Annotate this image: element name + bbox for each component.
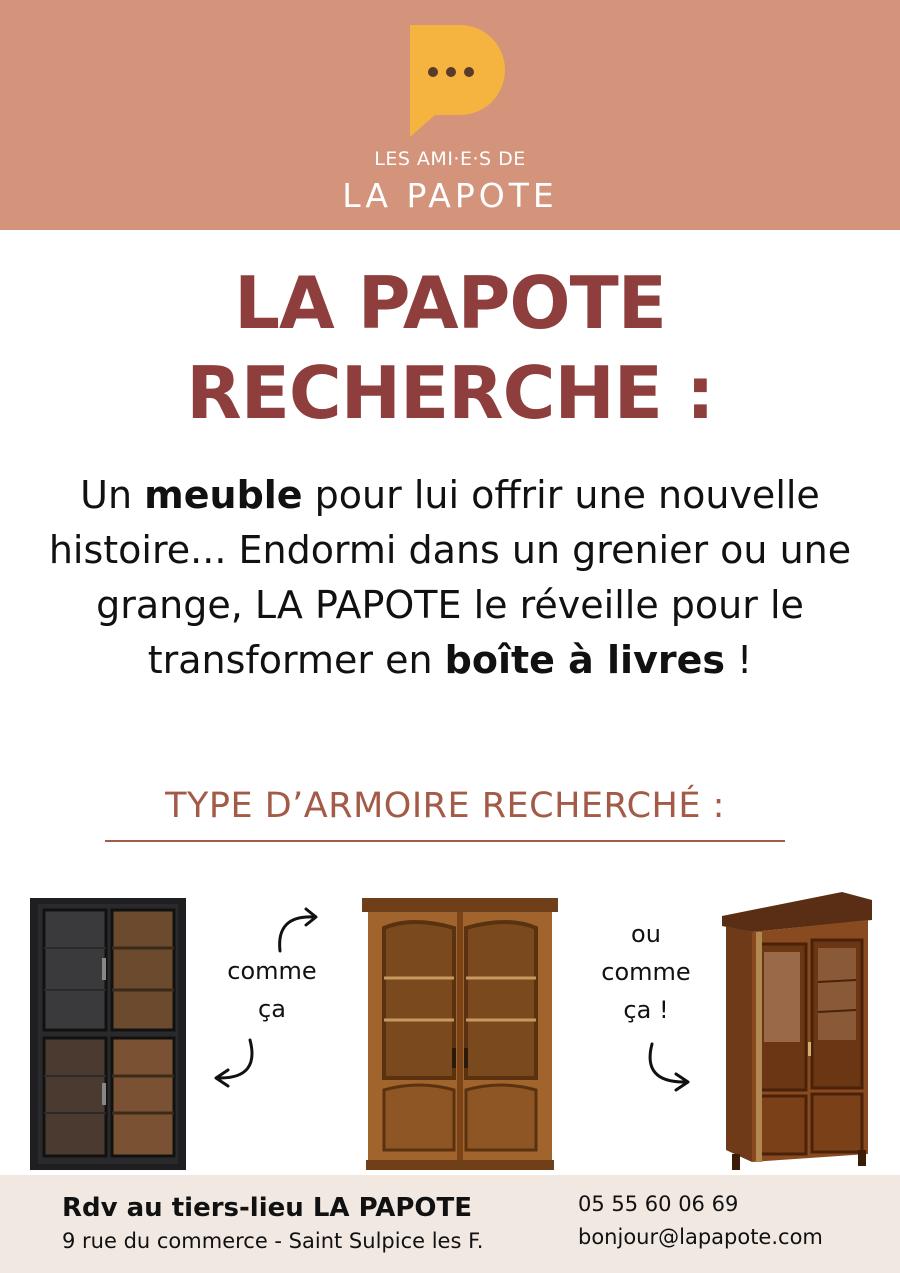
title-line-1: LA PAPOTE <box>234 261 666 345</box>
curved-arrow-icon <box>642 1040 696 1092</box>
page-title <box>0 258 900 438</box>
footer-address: 9 rue du commerce - Saint Sulpice les F. <box>62 1229 484 1253</box>
footer-email[interactable]: bonjour@lapapote.com <box>578 1225 823 1249</box>
caption-left <box>212 952 332 1028</box>
oak-glass-armoire-image <box>362 898 558 1170</box>
curved-arrow-icon <box>272 905 328 955</box>
body-text-1: Un <box>80 473 145 517</box>
brand-name: LA PAPOTE <box>342 176 558 215</box>
caption-right-line2: comme <box>601 958 691 986</box>
footer-phone[interactable]: 05 55 60 06 69 <box>578 1192 739 1216</box>
section-underline <box>105 840 785 842</box>
caption-right-line3: ça ! <box>623 996 669 1024</box>
title-line-2: RECHERCHE : <box>186 351 714 435</box>
caption-left-line2: ça <box>258 995 286 1023</box>
caption-right <box>586 915 706 1029</box>
speech-bubble-icon <box>405 25 505 140</box>
black-glass-cabinet-image <box>30 898 186 1170</box>
footer-venue-title: Rdv au tiers-lieu LA PAPOTE <box>62 1193 473 1223</box>
body-text-3: ! <box>724 638 753 682</box>
body-text-2: pour lui offrir une nouvelle histoire... Endormi dans un grenier ou une grange, LA PAPOTE le réveille pour le transformer en <box>48 473 852 682</box>
section-title: TYPE D’ARMOIRE RECHERCHÉ : <box>165 786 725 826</box>
body-bold-boite: boîte à livres <box>444 638 725 682</box>
body-bold-meuble: meuble <box>144 473 303 517</box>
footer <box>0 1175 900 1273</box>
curved-arrow-icon <box>206 1036 262 1088</box>
caption-left-line1: comme <box>227 957 317 985</box>
caption-right-line1: ou <box>631 920 661 948</box>
walnut-glass-armoire-image <box>722 892 872 1170</box>
brand-subtitle: LES AMI·E·S DE <box>374 148 526 170</box>
intro-paragraph <box>30 468 870 688</box>
header-banner <box>0 0 900 230</box>
